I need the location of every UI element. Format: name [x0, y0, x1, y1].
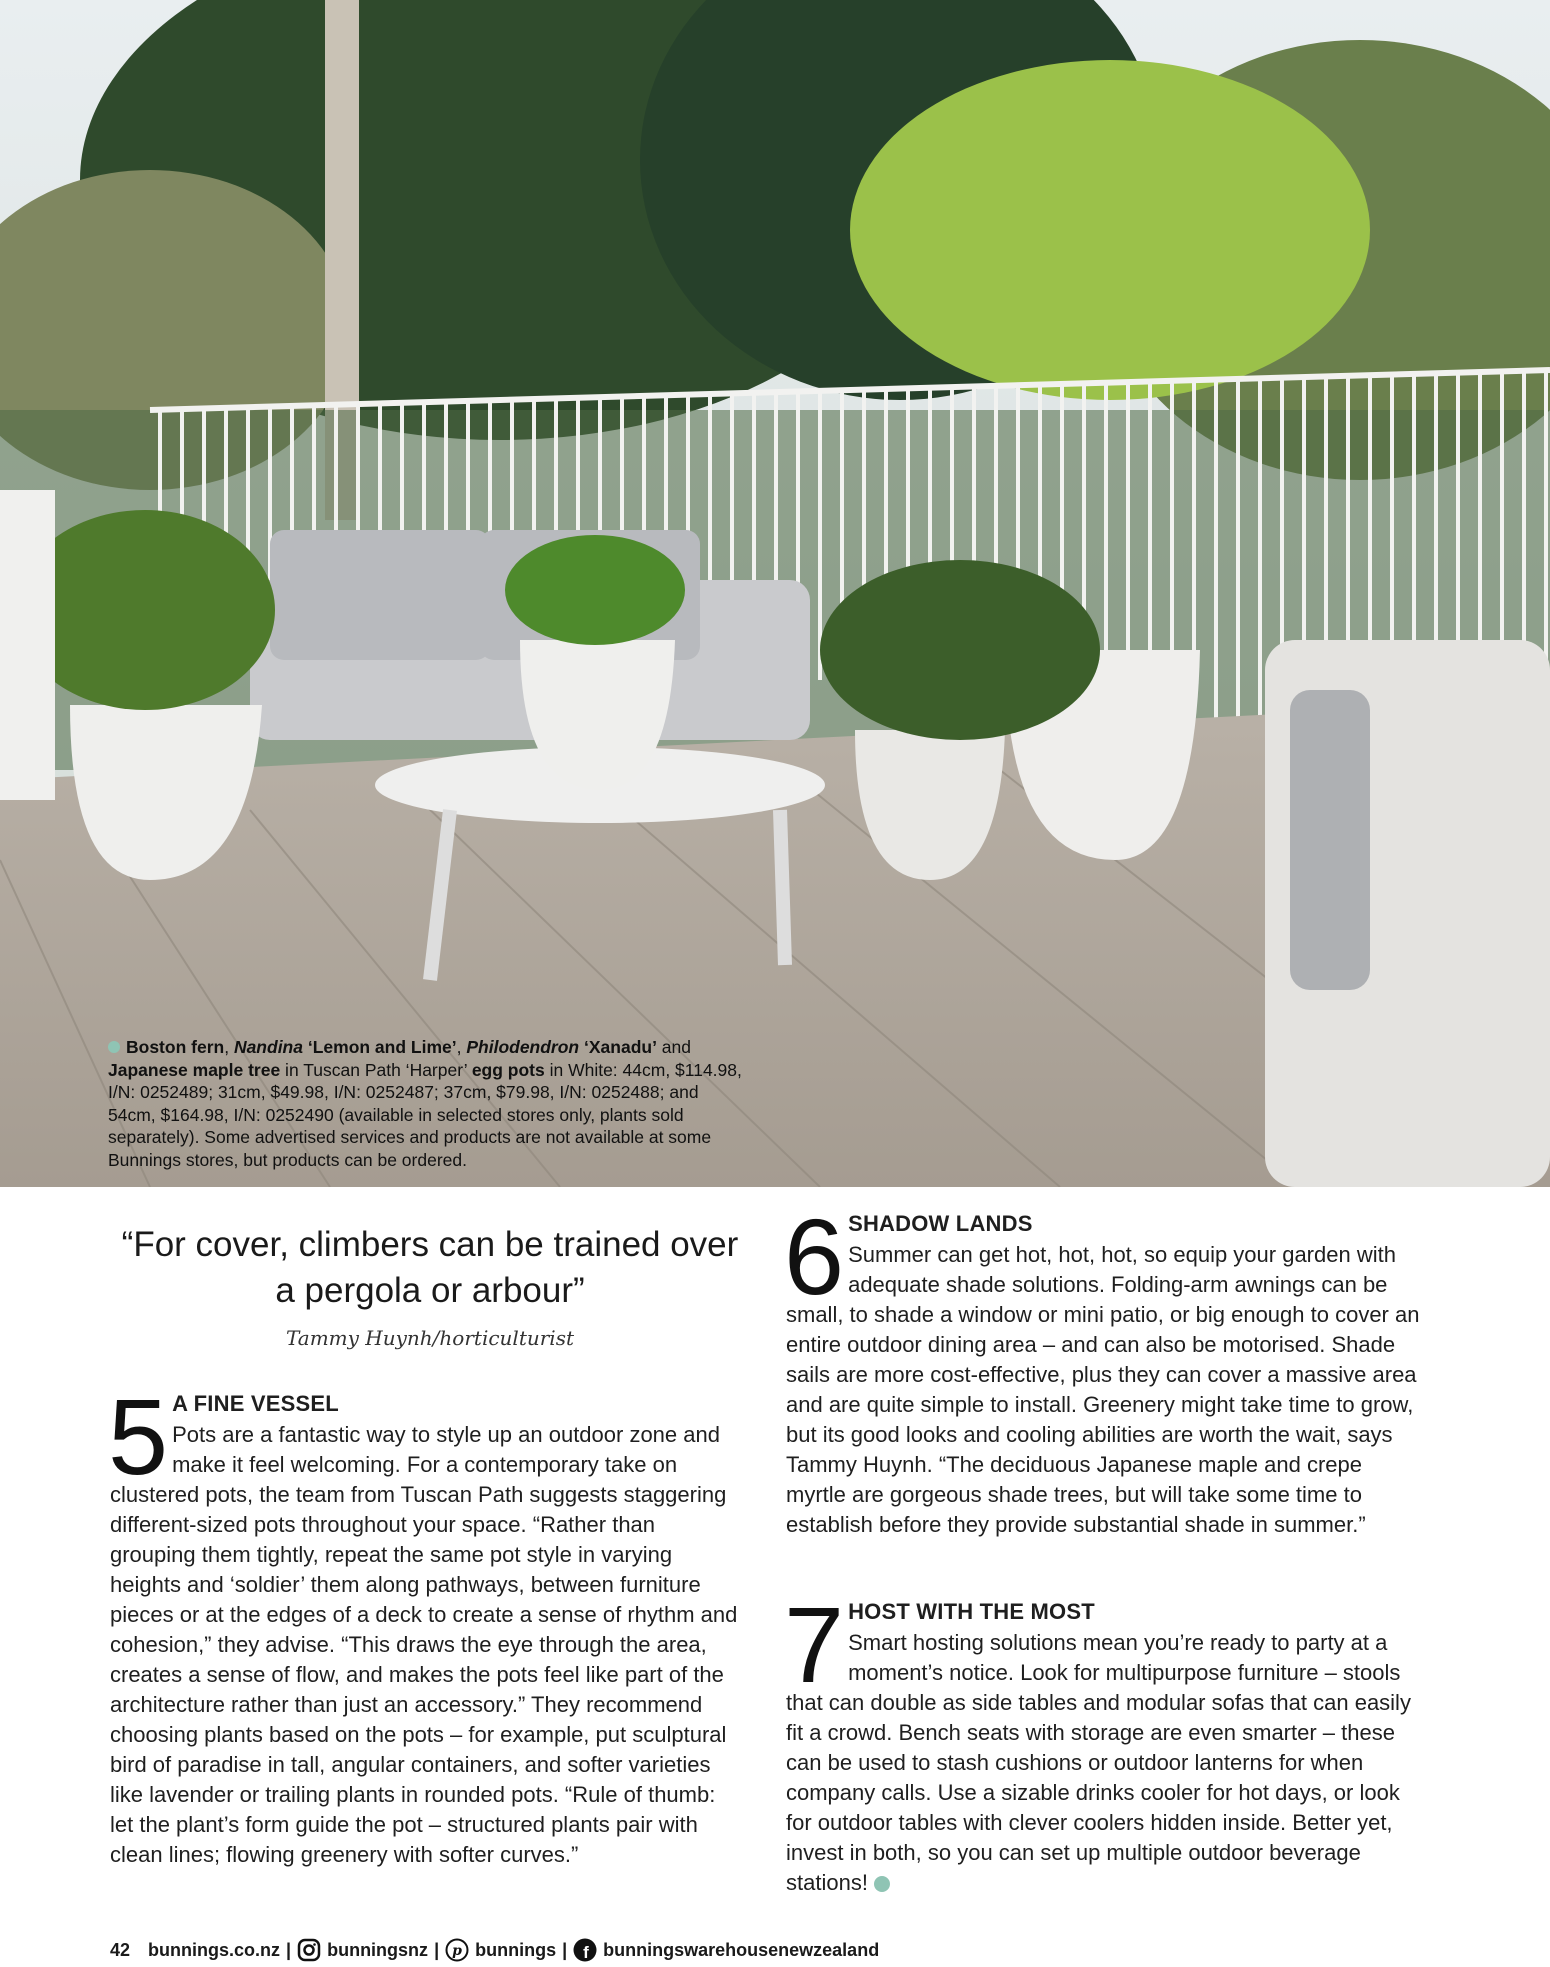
- section-heading: SHADOW LANDS: [848, 1211, 1033, 1236]
- instagram-handle[interactable]: bunningsnz: [327, 1939, 429, 1960]
- section-heading: HOST WITH THE MOST: [848, 1599, 1095, 1624]
- caption-fragment: ,: [224, 1037, 234, 1057]
- photo-caption: [108, 1036, 748, 1171]
- section-body: Smart hosting solutions mean you’re ready to party at a moment’s notice. Look for multipurpose furniture – stools that can double as side tables and modular sofas that can easily fit a crowd. Bench seats with storage are even smarter – these can be used to stash cushions or outdoor lanterns for when company calls. Use a sizable drinks cooler for hot days, or look for outdoor tables with clever coolers hidden inside. Better yet, invest in both, so you can set up multiple outdoor beverage stations!: [786, 1630, 1411, 1895]
- section-6: [784, 1196, 1426, 1540]
- website-link[interactable]: bunnings.co.nz: [148, 1939, 281, 1960]
- section-number: 5: [108, 1376, 169, 1497]
- facebook-handle[interactable]: bunningswarehousenewzealand: [603, 1939, 880, 1960]
- section-number: 7: [784, 1584, 845, 1705]
- section-heading: A FINE VESSEL: [172, 1391, 339, 1416]
- quote-attribution: Tammy Huynh/horticulturist: [286, 1326, 574, 1350]
- quote-text: “For cover, climbers can be trained over a pergola or arbour”: [121, 1225, 739, 1310]
- caption-fragment: in Tuscan Path ‘Harper’: [280, 1059, 472, 1080]
- section-5: [108, 1376, 740, 1870]
- section-number: 6: [784, 1196, 845, 1317]
- caption-fragment: ,: [456, 1037, 467, 1057]
- caption-fragment: egg pots: [471, 1059, 545, 1080]
- caption-fragment: in White: 44cm, $114.98, I/N: 0252489; 31cm, $49.98, I/N: 0252487; 37cm, $79.98, I/N: 0252488; and 54cm, $164.98, I/N: 0252490 (available in selected stores only, plants sold separately). Some advertised services and products are not available at some Bunnings stores, but products can be ordered.: [108, 1059, 742, 1170]
- caption-fragment: Boston fern: [126, 1037, 225, 1057]
- svg-text:f: f: [583, 1943, 589, 1962]
- caption-fragment: Nandina: [233, 1037, 303, 1057]
- section-7: [784, 1584, 1426, 1898]
- caption-fragment: ‘Lemon and Lime’: [302, 1037, 457, 1057]
- pinterest-icon: [445, 1938, 469, 1962]
- caption-fragment: ‘Xanadu’: [579, 1037, 657, 1057]
- page-number: 42: [110, 1939, 131, 1960]
- svg-text:p: p: [452, 1943, 463, 1959]
- pull-quote: [110, 1222, 750, 1350]
- bullet-dot-icon: [108, 1041, 120, 1053]
- end-mark-dot-icon: [874, 1876, 890, 1892]
- facebook-icon: [573, 1938, 597, 1962]
- caption-fragment: and: [656, 1037, 691, 1057]
- footer: [110, 1938, 879, 1962]
- separator: |: [562, 1939, 568, 1960]
- pinterest-handle[interactable]: bunnings: [475, 1939, 557, 1960]
- separator: |: [434, 1939, 440, 1960]
- separator: |: [286, 1939, 292, 1960]
- section-body: Summer can get hot, hot, hot, so equip your garden with adequate shade solutions. Folding-arm awnings can be small, to shade a window or mini patio, or big enough to cover an entire outdoor dining area – and can also be motorised. Shade sails are more cost-effective, plus they can cover a massive area and are quite simple to install. Greenery might take time to grow, but its good looks and cooling abilities are worth the wait, says Tammy Huynh. “The deciduous Japanese maple and crepe myrtle are gorgeous shade trees, but will take some time to establish before they provide substantial shade in summer.”: [786, 1242, 1420, 1537]
- instagram-icon: [297, 1938, 321, 1962]
- caption-fragment: Philodendron: [466, 1037, 580, 1057]
- caption-fragment: Japanese maple tree: [108, 1059, 281, 1080]
- section-body: Pots are a fantastic way to style up an outdoor zone and make it feel welcoming. For a contemporary take on clustered pots, the team from Tuscan Path suggests staggering different-sized pots throughout your space. “Rather than grouping them tightly, repeat the same pot style in varying heights and ‘soldier’ them along pathways, between furniture pieces or at the edges of a deck to create a sense of rhythm and cohesion,” they advise. “This draws the eye through the area, creates a sense of flow, and makes the pots feel like part of the architecture rather than just an accessory.” They recommend choosing plants based on the pots – for example, put sculptural bird of paradise in tall, angular containers, and softer varieties like lavender or trailing plants in rounded pots. “Rule of thumb: let the plant’s form guide the pot – structured plants pair with clean lines; flowing greenery with softer curves.”: [110, 1422, 738, 1867]
